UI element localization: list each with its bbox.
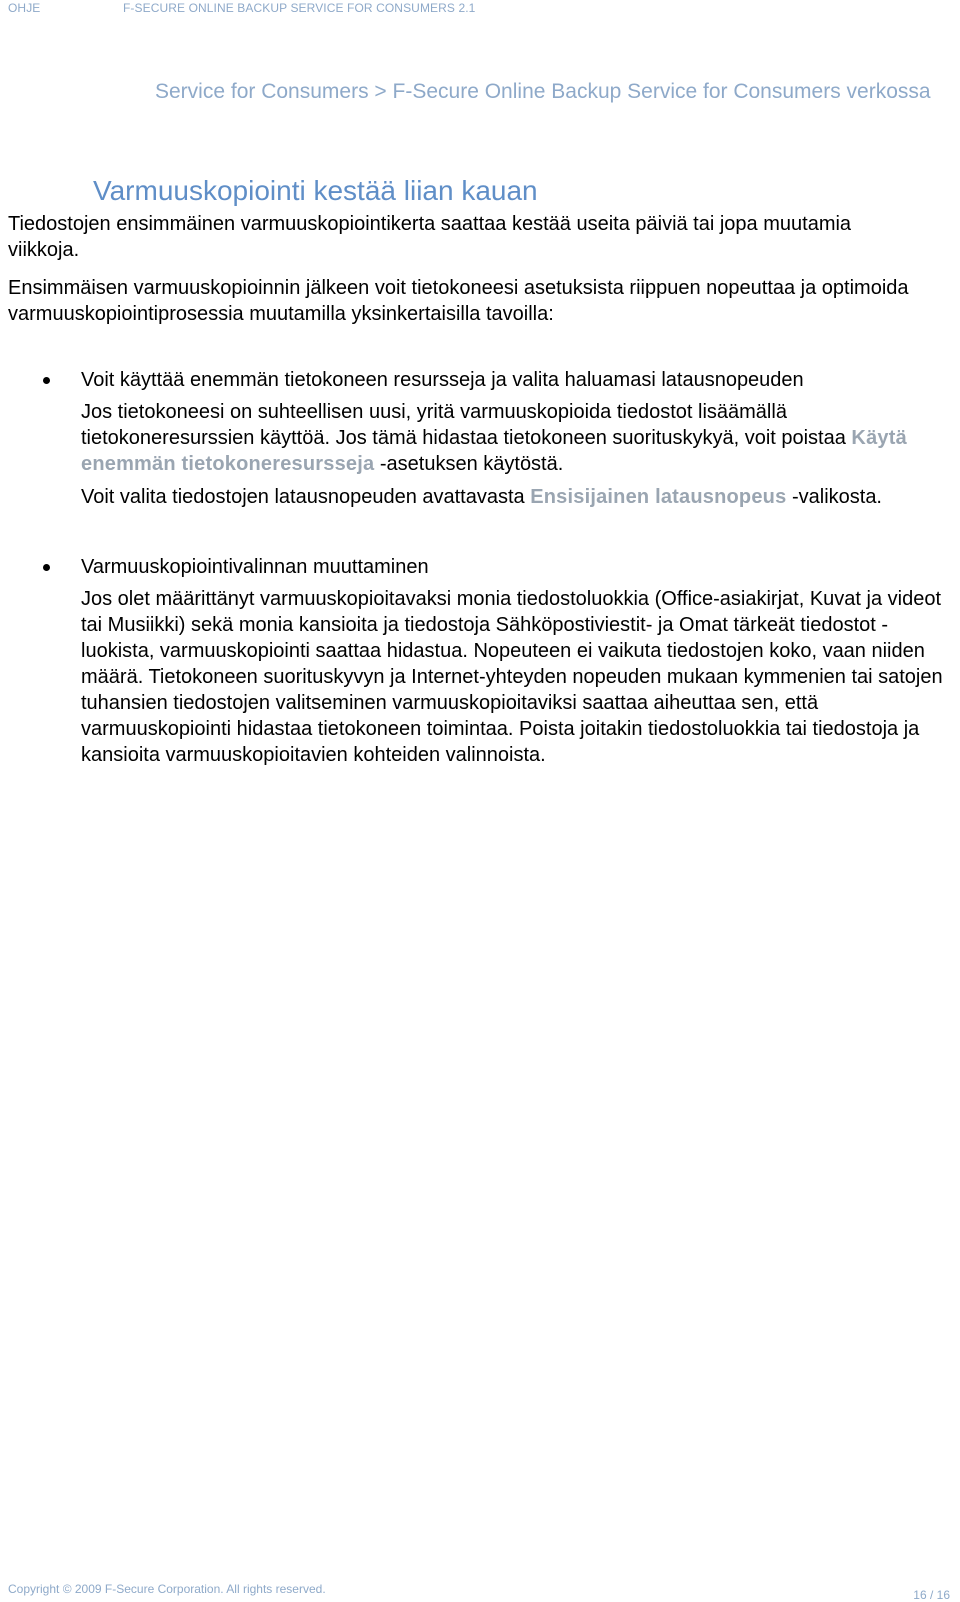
section-title: Varmuuskopiointi kestää liian kauan [93, 175, 538, 206]
text-run: -valikosta. [786, 486, 882, 508]
breadcrumb-current: F-Secure Online Backup Service for Consumers verkossa [392, 80, 931, 103]
intro-paragraph: Tiedostojen ensimmäinen varmuuskopiointikerta saattaa kestää useita päiviä tai jopa muutamia viikkoja. [8, 213, 852, 261]
list-item-heading: Varmuuskopiointivalinnan muuttaminen [81, 556, 429, 578]
body-paragraph: Ensimmäisen varmuuskopioinnin jälkeen voit tietokoneesi asetuksista riippuen nopeuttaa ja optimoida varmuuskopiointiprosessia muutamilla yksinkertaisilla tavoilla: [8, 277, 909, 325]
text-run: Voit valita tiedostojen latausnopeuden avattavasta [81, 486, 531, 508]
ui-reference-menu: Ensisijainen latausnopeus [530, 486, 787, 508]
text-run: Jos tietokoneesi on suhteellisen uusi, yritä varmuuskopioida tiedostot lisäämällä tietokoneresurssien käyttöä. Jos tämä hidastaa tietokoneen suorituskykyä, voit poistaa [81, 401, 852, 449]
bullet-dot-icon [43, 564, 50, 571]
list-item-paragraph [81, 399, 956, 477]
bullet-dot-icon [43, 377, 50, 384]
list-item-content [81, 367, 956, 510]
header-product-title: F-SECURE ONLINE BACKUP SERVICE FOR CONSUMERS 2.1 [123, 1, 476, 15]
text-run: -asetuksen käytöstä. [374, 453, 564, 475]
list-item-heading: Voit käyttää enemmän tietokoneen resursseja ja valita haluamasi latausnopeuden [81, 369, 804, 391]
list-item-paragraph [81, 484, 956, 510]
header-doc-type: OHJE [8, 1, 41, 15]
list-item-paragraph: Jos olet määrittänyt varmuuskopioitavaksi monia tiedostoluokkia (Office-asiakirjat, Kuvat ja videot tai Musiikki) sekä monia kansioita ja tiedostoja Sähköpostiviestit- ja Omat tärkeät tiedostot -luokista, varmuuskopiointi saattaa hidastua. Nopeuteen ei vaikuta tiedostojen koko, vaan niiden määrä. Tietokoneen suorituskyvyn ja Internet-yhteyden nopeuden mukaan kymmenien tai satojen tuhansien tiedostojen valitseminen varmuuskopioitaviksi saattaa aiheuttaa sen, että varmuuskopiointi hidastaa tietokoneen toimintaa. Poista joitakin tiedostoluokkia tai tiedostoja ja kansioita varmuuskopioitavien kohteiden valinnoista. [81, 588, 943, 766]
breadcrumb-link-service[interactable]: Service for Consumers [155, 80, 369, 103]
list-item-content [81, 554, 956, 768]
breadcrumb-separator: > [374, 80, 387, 103]
breadcrumb [155, 78, 955, 105]
footer-copyright: Copyright © 2009 F-Secure Corporation. All rights reserved. [8, 1582, 326, 1596]
running-header [0, 0, 960, 16]
footer-page-number: 16 / 16 [913, 1588, 950, 1602]
ui-reference-setting: Käytä enemmän tietokoneresursseja [81, 427, 907, 475]
